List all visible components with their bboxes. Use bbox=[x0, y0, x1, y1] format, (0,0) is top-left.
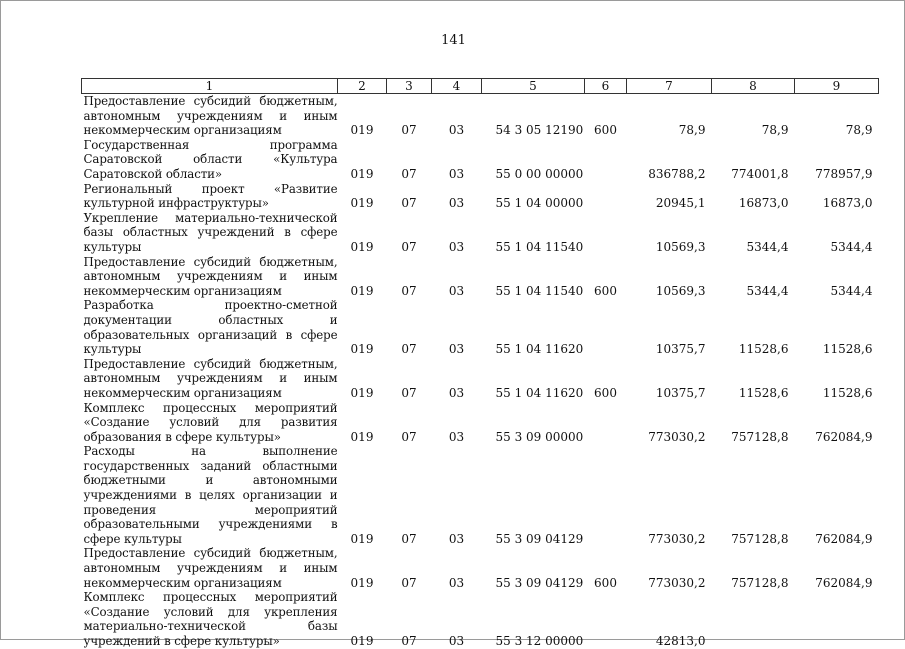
column-header-4: 4 bbox=[432, 79, 482, 94]
target-article: 55 0 00 00000 bbox=[495, 166, 584, 181]
section: 07 bbox=[401, 634, 417, 649]
expense-type: 600 bbox=[594, 575, 617, 590]
expense-type: 600 bbox=[594, 283, 617, 298]
expense-type bbox=[585, 182, 627, 211]
amount-col8: 5344,4 bbox=[746, 283, 789, 298]
gov-code: 019 bbox=[350, 634, 374, 649]
amount-col9: 11528,6 bbox=[822, 385, 873, 400]
amount-col7: 773030,2 bbox=[648, 575, 706, 590]
expense-type: 600 bbox=[594, 385, 617, 400]
column-header-2: 2 bbox=[338, 79, 387, 94]
column-header-6: 6 bbox=[585, 79, 627, 94]
section: 07 bbox=[401, 531, 417, 546]
gov-code: 019 bbox=[350, 166, 374, 181]
amount-col7: 10375,7 bbox=[655, 342, 706, 357]
subsection: 03 bbox=[448, 385, 465, 400]
amount-col9: 762084,9 bbox=[815, 531, 873, 546]
amount-col7: 10569,3 bbox=[655, 239, 706, 254]
table-row bbox=[82, 546, 879, 590]
amount-col8: 757128,8 bbox=[731, 575, 789, 590]
column-header-1: 1 bbox=[82, 79, 338, 94]
amount-col9: 762084,9 bbox=[815, 429, 873, 444]
subsection: 03 bbox=[448, 429, 465, 444]
amount-col9: 778957,9 bbox=[815, 166, 873, 181]
amount-col7: 42813,0 bbox=[655, 634, 706, 649]
table-row bbox=[82, 255, 879, 299]
gov-code: 019 bbox=[350, 575, 374, 590]
column-header-9: 9 bbox=[795, 79, 879, 94]
subsection: 03 bbox=[448, 283, 465, 298]
section: 07 bbox=[401, 123, 417, 138]
gov-code: 019 bbox=[350, 196, 374, 211]
section: 07 bbox=[401, 575, 417, 590]
subsection: 03 bbox=[448, 166, 465, 181]
amount-col9: 5344,4 bbox=[830, 283, 873, 298]
section: 07 bbox=[401, 429, 417, 444]
amount-col8: 78,9 bbox=[761, 123, 789, 138]
target-article: 55 3 09 00000 bbox=[495, 429, 584, 444]
column-header-7: 7 bbox=[627, 79, 712, 94]
amount-col8: 757128,8 bbox=[731, 531, 789, 546]
amount-col7: 773030,2 bbox=[648, 429, 706, 444]
amount-col9: 11528,6 bbox=[822, 342, 873, 357]
target-article: 55 3 12 00000 bbox=[495, 634, 584, 649]
table-row bbox=[82, 357, 879, 401]
row-description: Региональный проект «Развитие культурной инфраструктуры» bbox=[83, 181, 338, 211]
target-article: 55 1 04 00000 bbox=[495, 196, 584, 211]
row-description: Предоставление субсидий бюджетным, автономным учреждениям и иным некоммерческим организациям bbox=[83, 546, 338, 590]
amount-col8: 5344,4 bbox=[746, 239, 789, 254]
row-description: Расходы на выполнение государственных заданий областными бюджетными и автономными учреждениями в целях организации и проведения мероприятий образовательными учреждениями в сфере культуры bbox=[83, 444, 338, 546]
amount-col7: 836788,2 bbox=[648, 166, 706, 181]
amount-col9: 762084,9 bbox=[815, 575, 873, 590]
subsection: 03 bbox=[448, 123, 465, 138]
column-header-8: 8 bbox=[712, 79, 795, 94]
expense-type: 600 bbox=[594, 123, 617, 138]
section: 07 bbox=[401, 385, 417, 400]
gov-code: 019 bbox=[350, 239, 374, 254]
page-number: 141 bbox=[441, 33, 466, 48]
expense-type bbox=[585, 298, 627, 356]
table-row bbox=[82, 444, 879, 546]
table-row bbox=[82, 94, 879, 138]
amount-col7: 10569,3 bbox=[655, 283, 706, 298]
amount-col8: 757128,8 bbox=[731, 429, 789, 444]
column-header-3: 3 bbox=[387, 79, 432, 94]
subsection: 03 bbox=[448, 634, 465, 649]
amount-col8: 11528,6 bbox=[738, 342, 789, 357]
amount-col7: 773030,2 bbox=[648, 531, 706, 546]
section: 07 bbox=[401, 166, 417, 181]
expense-type bbox=[585, 211, 627, 255]
table-header-row bbox=[82, 79, 879, 94]
target-article: 55 3 09 04129 bbox=[495, 531, 584, 546]
column-header-5: 5 bbox=[482, 79, 585, 94]
row-description: Предоставление субсидий бюджетным, автономным учреждениям и иным некоммерческим организациям bbox=[83, 94, 338, 138]
row-description: Предоставление субсидий бюджетным, автономным учреждениям и иным некоммерческим организациям bbox=[83, 254, 338, 298]
section: 07 bbox=[401, 239, 417, 254]
target-article: 55 3 09 04129 bbox=[495, 575, 584, 590]
amount-col9: 5344,4 bbox=[830, 239, 873, 254]
target-article: 55 1 04 11620 bbox=[495, 385, 584, 400]
gov-code: 019 bbox=[350, 283, 374, 298]
amount-col7: 20945,1 bbox=[655, 196, 706, 211]
target-article: 55 1 04 11620 bbox=[495, 342, 584, 357]
target-article: 55 1 04 11540 bbox=[495, 239, 584, 254]
table-row bbox=[82, 182, 879, 211]
table-row bbox=[82, 211, 879, 255]
section: 07 bbox=[401, 342, 417, 357]
table-row bbox=[82, 401, 879, 445]
amount-col8: 11528,6 bbox=[738, 385, 789, 400]
amount-col7: 78,9 bbox=[678, 123, 706, 138]
expense-type bbox=[585, 138, 627, 182]
subsection: 03 bbox=[448, 342, 465, 357]
target-article: 54 3 05 12190 bbox=[495, 123, 584, 138]
row-description: Комплекс процессных мероприятий «Создание условий для развития образования в сфере культуры» bbox=[83, 400, 338, 444]
subsection: 03 bbox=[448, 575, 465, 590]
amount-col8: 774001,8 bbox=[731, 166, 789, 181]
table-row bbox=[82, 298, 879, 356]
section: 07 bbox=[401, 196, 417, 211]
subsection: 03 bbox=[448, 239, 465, 254]
row-description: Разработка проектно-сметной документации областных и образовательных организаций в сфере культуры bbox=[83, 298, 338, 357]
subsection: 03 bbox=[448, 196, 465, 211]
row-description: Предоставление субсидий бюджетным, автономным учреждениям и иным некоммерческим организациям bbox=[83, 356, 338, 400]
expense-type bbox=[585, 444, 627, 546]
amount-col8: 16873,0 bbox=[738, 196, 789, 211]
amount-col9: 16873,0 bbox=[822, 196, 873, 211]
target-article: 55 1 04 11540 bbox=[495, 283, 584, 298]
row-description: Государственная программа Саратовской области «Культура Саратовской области» bbox=[83, 137, 338, 181]
section: 07 bbox=[401, 283, 417, 298]
table-row bbox=[82, 138, 879, 182]
expense-type bbox=[585, 401, 627, 445]
gov-code: 019 bbox=[350, 385, 374, 400]
gov-code: 019 bbox=[350, 342, 374, 357]
gov-code: 019 bbox=[350, 429, 374, 444]
row-description: Укрепление материально-технической базы областных учреждений в сфере культуры bbox=[83, 210, 338, 254]
amount-col7: 10375,7 bbox=[655, 385, 706, 400]
gov-code: 019 bbox=[350, 123, 374, 138]
row-description: Комплекс процессных мероприятий «Создание условий для укрепления материально-технической базы учреждений в сфере культуры» bbox=[83, 590, 338, 649]
budget-table bbox=[81, 78, 879, 649]
subsection: 03 bbox=[448, 531, 465, 546]
gov-code: 019 bbox=[350, 531, 374, 546]
amount-col9: 78,9 bbox=[845, 123, 873, 138]
